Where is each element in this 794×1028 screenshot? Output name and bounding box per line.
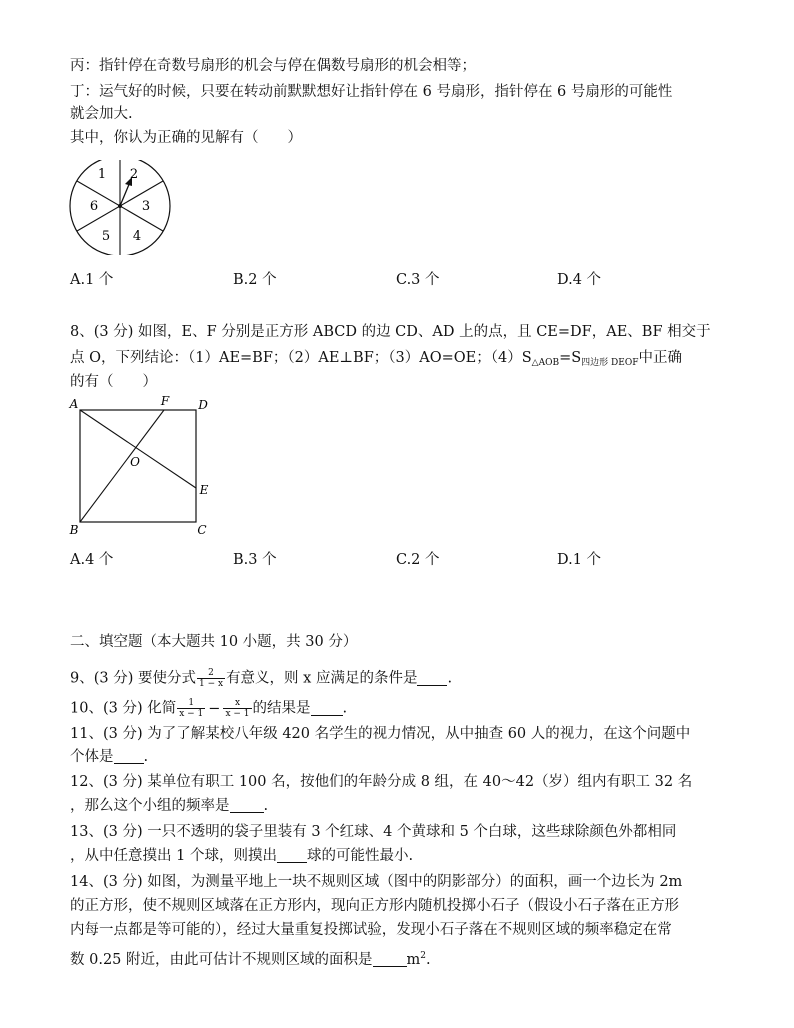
label-c: C xyxy=(197,523,207,537)
q13-line1: 13、(3 分) 一只不透明的袋子里装有 3 个红球、4 个黄球和 5 个白球，这些球除颜色外都相同 xyxy=(70,824,677,840)
q7-option-b[interactable]: B.2 个 xyxy=(233,272,277,288)
wheel-label-6: 6 xyxy=(89,199,99,214)
q8-option-b[interactable]: B.3 个 xyxy=(233,552,277,568)
q9-prefix: 9、(3 分) 要使分式 xyxy=(70,670,196,687)
q12-answer-blank[interactable] xyxy=(230,798,264,813)
q9-frac-num: 2 xyxy=(208,668,214,678)
q14-line4 xyxy=(70,946,431,970)
q10-fraction-2 xyxy=(223,698,251,719)
q14-line2: 的正方形，使不规则区域落在正方形内，现向正方形内随机投掷小石子（假设小石子落在正方形 xyxy=(70,898,679,914)
q11-end: . xyxy=(143,749,149,765)
segment-bf xyxy=(80,410,164,522)
q14-line4-text: 数 0.25 附近，由此可估计不规则区域的面积是 xyxy=(70,952,373,968)
label-b: B xyxy=(69,523,79,537)
wheel-label-5: 5 xyxy=(101,229,111,244)
q11-line1: 11、(3 分) 为了了解某校八年级 420 名学生的视力情况，从中抽查 60 人的视力，在这个问题中 xyxy=(70,726,691,742)
wheel-label-3: 3 xyxy=(141,199,151,214)
q12-line1: 12、(3 分) 某单位有职工 100 名，按他们的年龄分成 8 组，在 40～42（岁）组内有职工 32 名 xyxy=(70,774,693,790)
wheel-pointer xyxy=(120,182,130,206)
q9-suffix: 有意义，则 x 应满足的条件是 xyxy=(226,670,418,687)
q8-line2-b: =S xyxy=(559,350,582,366)
q8-line1: 8、(3 分) 如图，E、F 分别是正方形 ABCD 的边 CD、AD 上的点，且 CE=DF，AE、BF 相交于 xyxy=(70,324,711,340)
q13-answer-blank[interactable] xyxy=(277,848,307,863)
wheel-label-1: 1 xyxy=(97,167,107,182)
segment-ae xyxy=(80,410,196,488)
q9 xyxy=(70,668,452,689)
q8-line2-c: 中正确 xyxy=(638,350,682,366)
q10-prefix: 10、(3 分) 化简 xyxy=(70,700,177,717)
q13-line2-b: 球的可能性最小. xyxy=(306,848,414,864)
q10-fraction-1 xyxy=(177,698,205,719)
q14-line1: 14、(3 分) 如图，为测量平地上一块不规则区域（图中的阴影部分）的面积，画一个边长为 2m xyxy=(70,874,683,890)
q10-suffix: 的结果是 xyxy=(252,700,311,717)
q7-opinion-ding-line2: 就会加大. xyxy=(70,106,133,122)
q7-opinion-bing: 丙：指针停在奇数号扇形的机会与停在偶数号扇形的机会相等； xyxy=(70,58,476,74)
q7-option-d[interactable]: D.4 个 xyxy=(557,272,602,288)
label-a: A xyxy=(69,397,79,411)
q10-minus: − xyxy=(208,700,221,717)
q10-f2-num: x xyxy=(234,698,241,708)
q8-line2-a: 点 O，下列结论：（1）AE=BF；（2）AE⊥BF；（3）AO=OE；（4）S xyxy=(70,350,532,366)
wheel-center xyxy=(118,204,122,208)
q8-area-aob: △AOB xyxy=(531,358,560,368)
q11-answer-blank[interactable] xyxy=(114,749,144,764)
q7-option-c[interactable]: C.3 个 xyxy=(396,272,440,288)
label-d: D xyxy=(198,398,208,412)
q12-line2 xyxy=(70,796,268,816)
q9-answer-blank[interactable] xyxy=(417,671,447,686)
wheel-label-2: 2 xyxy=(129,167,139,182)
q11-line2 xyxy=(70,747,148,767)
square-figure xyxy=(66,392,226,544)
q8-line2 xyxy=(70,348,682,373)
q14-unit-exponent: 2 xyxy=(420,951,426,961)
q13-line2 xyxy=(70,846,413,866)
q10-f1-den: x − 1 xyxy=(179,709,204,719)
q10-answer-blank[interactable] xyxy=(311,701,343,716)
q8-line3: 的有（ ） xyxy=(70,374,157,390)
q10-f1-num: 1 xyxy=(188,698,195,708)
q8-option-a[interactable]: A.4 个 xyxy=(70,552,114,568)
wheel-label-4: 4 xyxy=(132,229,142,244)
q14-line3: 内每一点都是等可能的），经过大量重复投掷试验，发现小石子落在不规则区域的频率稳定在常 xyxy=(70,922,672,938)
q13-line2-a: ，从中任意摸出 1 个球，则摸出 xyxy=(70,848,277,864)
q14-unit: m xyxy=(406,952,421,968)
q9-frac-den: 1 − x xyxy=(198,679,224,689)
q8-area-deof: 四边形 DEOF xyxy=(581,358,639,368)
q12-line2-text: ，那么这个小组的频率是 xyxy=(70,798,230,814)
q7-question: 其中，你认为正确的见解有（ ） xyxy=(70,130,302,146)
q14-end: . xyxy=(426,952,431,968)
q14-answer-blank[interactable] xyxy=(373,952,407,967)
q8-option-d[interactable]: D.1 个 xyxy=(557,552,602,568)
q10-end: . xyxy=(342,700,348,717)
q10-f2-den: x − 1 xyxy=(225,709,250,719)
q7-option-a[interactable]: A.1 个 xyxy=(70,272,114,288)
label-o: O xyxy=(130,455,140,469)
q9-end: . xyxy=(447,670,453,687)
spinner-wheel-figure xyxy=(66,160,176,255)
q11-line2-text: 个体是 xyxy=(70,749,114,765)
q12-end: . xyxy=(263,798,269,814)
q9-fraction xyxy=(197,668,225,689)
q8-option-c[interactable]: C.2 个 xyxy=(396,552,440,568)
label-f: F xyxy=(160,394,170,408)
label-e: E xyxy=(199,483,209,497)
q10 xyxy=(70,698,347,719)
section2-heading: 二、填空题（本大题共 10 小题，共 30 分） xyxy=(70,634,358,650)
q7-opinion-ding-line1: 丁：运气好的时候，只要在转动前默默想好让指针停在 6 号扇形，指针停在 6 号扇形的可能性 xyxy=(70,84,673,100)
